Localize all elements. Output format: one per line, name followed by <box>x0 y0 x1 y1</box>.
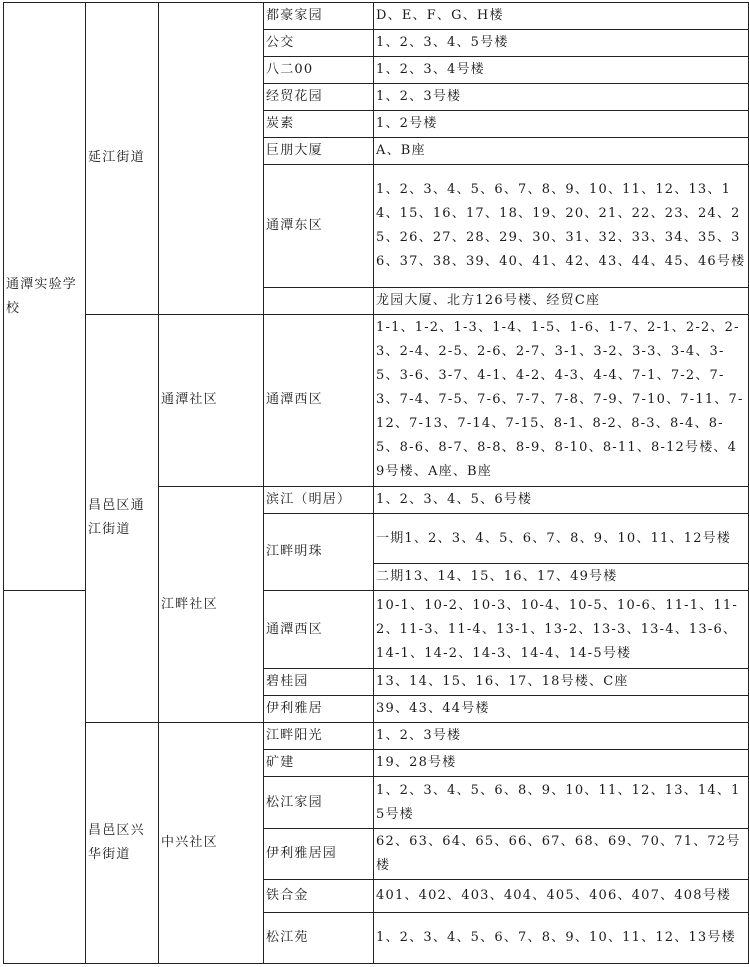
estate-cell: 江畔阳光 <box>264 723 374 750</box>
community-cell: 江畔社区 <box>159 486 264 722</box>
estate-cell: 经贸花园 <box>264 84 374 111</box>
estate-cell: 滨江（明居） <box>264 486 374 513</box>
community-cell: 通潭社区 <box>159 314 264 486</box>
estate-cell: 通潭西区 <box>264 314 374 486</box>
estate-cell: 炭素 <box>264 111 374 138</box>
school-name-cell: 通潭实验学校 <box>4 3 86 591</box>
street-cell: 延江街道 <box>86 3 159 315</box>
buildings-cell: 1、2、3、4、5、6、7、8、9、10、11、12、13号楼 <box>374 912 749 963</box>
table-row <box>4 723 749 750</box>
buildings-cell: 401、402、403、404、405、406、407、408号楼 <box>374 879 749 912</box>
estate-cell: 江畔明珠 <box>264 513 374 590</box>
estate-cell: 通潭东区 <box>264 165 374 287</box>
buildings-cell: 10-1、10-2、10-3、10-4、10-5、10-6、11-1、11-2、11-3、11-4、13-1、13-2、13-3、13-4、13-6、14-1、14-2、14-3、14-4、14-5号楼 <box>374 591 749 669</box>
buildings-cell: 1、2、3、4、5、6、8、9、10、11、12、13、14、15号楼 <box>374 777 749 828</box>
buildings-cell: 二期13、14、15、16、17、49号楼 <box>374 564 749 591</box>
table-row <box>4 314 749 486</box>
buildings-cell: 1、2、3、4、5、6号楼 <box>374 486 749 513</box>
estate-cell: 都豪家园 <box>264 3 374 30</box>
buildings-cell: 1、2、3、4号楼 <box>374 57 749 84</box>
estate-cell: 伊利雅居 <box>264 696 374 723</box>
buildings-cell: 19、28号楼 <box>374 750 749 777</box>
buildings-cell: 1、2、3号楼 <box>374 723 749 750</box>
street-cell: 昌邑区兴华街道 <box>86 723 159 964</box>
enrollment-zone-table <box>3 2 749 964</box>
estate-cell: 碧桂园 <box>264 669 374 696</box>
buildings-cell: 1、2、3、4、5、6、7、8、9、10、11、12、13、14、15、16、17、18、19、20、21、22、23、24、25、26、27、28、29、30、31、32、33、34、35、36、37、38、39、40、41、42、43、44、45、46号楼 <box>374 165 749 287</box>
estate-cell: 八二00 <box>264 57 374 84</box>
buildings-cell: 一期1、2、3、4、5、6、7、8、9、10、11、12号楼 <box>374 513 749 563</box>
estate-cell: 铁合金 <box>264 879 374 912</box>
buildings-cell: 1-1、1-2、1-3、1-4、1-5、1-6、1-7、2-1、2-2、2-3、2-4、2-5、2-6、2-7、3-1、3-2、3-3、3-4、3-5、3-6、3-7、4-1、4-2、4-3、4-4、7-1、7-2、7-3、7-4、7-5、7-6、7-7、7-8、7-9、7-10、7-11、7-12、7-13、7-14、7-15、8-1、8-2、8-3、8-4、8-5、8-6、8-7、8-8、8-9、8-10、8-11、8-12号楼、49号楼、A座、B座 <box>374 314 749 486</box>
estate-cell: 通潭西区 <box>264 591 374 669</box>
buildings-cell: 1、2、3、4、5号楼 <box>374 30 749 57</box>
buildings-cell: D、E、F、G、H楼 <box>374 3 749 30</box>
buildings-cell: 龙园大厦、北方126号楼、经贸C座 <box>374 287 749 314</box>
buildings-cell: 13、14、15、16、17、18号楼、C座 <box>374 669 749 696</box>
buildings-cell: 39、43、44号楼 <box>374 696 749 723</box>
estate-cell: 巨朋大厦 <box>264 138 374 165</box>
school-name-cell-continued <box>4 591 86 964</box>
estate-cell: 伊利雅居园 <box>264 828 374 879</box>
buildings-cell: 1、2号楼 <box>374 111 749 138</box>
table-row <box>4 3 749 30</box>
estate-cell: 松江苑 <box>264 912 374 963</box>
buildings-cell: 62、63、64、65、66、67、68、69、70、71、72号楼 <box>374 828 749 879</box>
estate-cell: 公交 <box>264 30 374 57</box>
buildings-cell: A、B座 <box>374 138 749 165</box>
estate-cell <box>264 287 374 314</box>
community-cell <box>159 3 264 315</box>
community-cell: 中兴社区 <box>159 723 264 964</box>
estate-cell: 松江家园 <box>264 777 374 828</box>
buildings-cell: 1、2、3号楼 <box>374 84 749 111</box>
estate-cell: 矿建 <box>264 750 374 777</box>
street-cell: 昌邑区通江街道 <box>86 314 159 723</box>
